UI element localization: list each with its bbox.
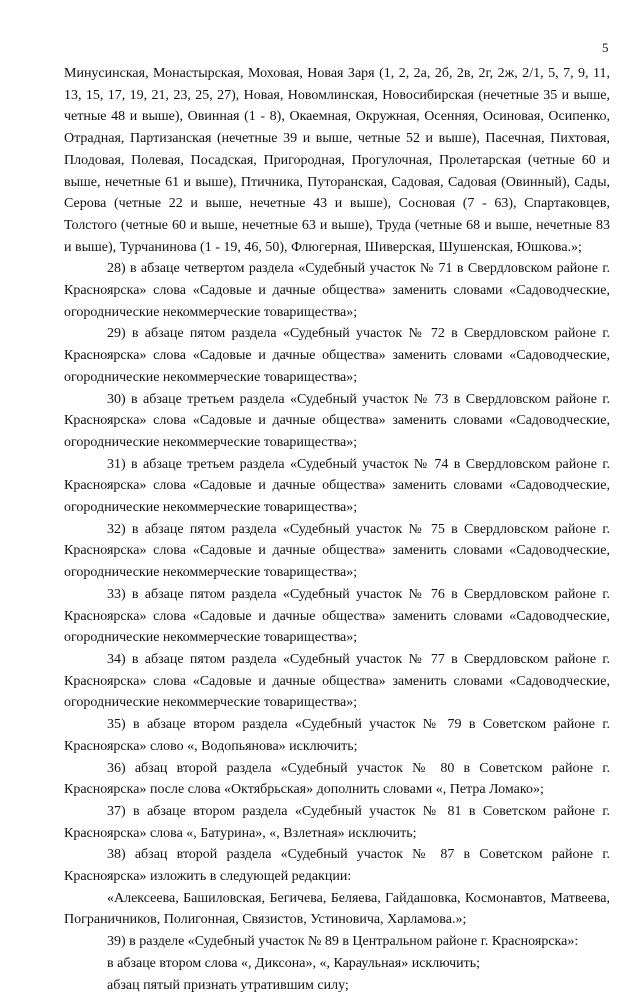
paragraph-item-30: 30) в абзаце третьем раздела «Судебный участок № 73 в Свердловском районе г. Красноярска» слова «Садовые и дачные общества» заменить словами «Садоводческие, огороднические некоммерческие товарищества»; [64,391,610,450]
paragraph-item-31: 31) в абзаце третьем раздела «Судебный участок № 74 в Свердловском районе г. Красноярска» слова «Садовые и дачные общества» заменить словами «Садоводческие, огороднические некоммерческие товарищества»; [64,456,610,516]
paragraph-item-36: 36) абзац второй раздела «Судебный участок № 80 в Советском районе г. Красноярска» после слова «Октябрьская» дополнить словами «, Петра Ломако»; [64,760,610,798]
paragraph-item-39-sub-1: в абзаце втором слова «, Диксона», «, Караульная» исключить; [107,955,481,971]
paragraph-item-37: 37) в абзаце втором раздела «Судебный участок № 81 в Советском районе г. Красноярска» слова «, Батурина», «, Взлетная» исключить; [64,803,610,841]
paragraph-street-list: Минусинская, Монастырская, Моховая, Новая Заря (1, 2, 2а, 2б, 2в, 2г, 2ж, 2/1, 5, 7, 9, 11, 13, 15, 17, 19, 21, 23, 25, 27), Новая, Новомлинская, Новосибирская (нечетные 35 и выше, четные 48 и выше), Овинная (1 - 8), Окаемная, Окружная, Осенняя, Осиновая, Осипенко, Отрадная, Партизанская (нечетные 39 и выше, четные 52 и выше), Пасечная, Пихтовая, Плодовая, Полевая, Посадская, Пригородная, Прогулочная, Пролетарская (четные 60 и выше, нечетные 61 и выше), Птичника, Путоранская, Садовая, Садовая (Овинный), Сады, Серова (четные 22 и выше, нечетные 43 и выше), Сосновая (7 - 63), Спартаковцев, Толстого (четные 60 и выше, нечетные 63 и выше), Труда (четные 68 и выше, нечетные 83 и выше), Турчанинова (1 - 19, 46, 50), Флюгерная, Шиверская, Шушенская, Юшкова.»; [64,66,610,255]
paragraph-item-39-sub-2: абзац пятый признать утратившим силу; [107,977,349,993]
paragraph-item-32: 32) в абзаце пятом раздела «Судебный участок № 75 в Свердловском районе г. Красноярска» слова «Садовые и дачные общества» заменить словами «Садоводческие, огороднические некоммерческие товарищества»; [64,521,610,581]
paragraph-item-28: 28) в абзаце четвертом раздела «Судебный участок № 71 в Свердловском районе г. Красноярска» слова «Садовые и дачные общества» заменить словами «Садоводческие, огороднические некоммерческие товарищества»; [64,261,610,320]
paragraph-item-38-quote: «Алексеева, Башиловская, Бегичева, Беляева, Гайдашовка, Космонавтов, Матвеева, Пограничников, Полигонная, Связистов, Устиновича, Харламова.»; [64,890,610,928]
paragraph-item-33: 33) в абзаце пятом раздела «Судебный участок № 76 в Свердловском районе г. Красноярска» слова «Садовые и дачные общества» заменить словами «Садоводческие, огороднические некоммерческие товарищества»; [64,586,610,646]
paragraph-item-29: 29) в абзаце пятом раздела «Судебный участок № 72 в Свердловском районе г. Красноярска» слова «Садовые и дачные общества» заменить словами «Садоводческие, огороднические некоммерческие товарищества»; [64,326,610,385]
paragraph-item-34: 34) в абзаце пятом раздела «Судебный участок № 77 в Свердловском районе г. Красноярска» слова «Садовые и дачные общества» заменить словами «Садоводческие, огороднические некоммерческие товарищества»; [64,651,610,711]
page-number: 5 [602,40,609,55]
document-body [64,63,610,996]
paragraph-item-35: 35) в абзаце втором раздела «Судебный участок № 79 в Советском районе г. Красноярска» слово «, Водопьянова» исключить; [64,717,610,754]
paragraph-item-39: 39) в разделе «Судебный участок № 89 в Центральном районе г. Красноярска»: [107,934,579,950]
paragraph-item-38: 38) абзац второй раздела «Судебный участок № 87 в Советском районе г. Красноярска» изложить в следующей редакции: [64,847,610,885]
